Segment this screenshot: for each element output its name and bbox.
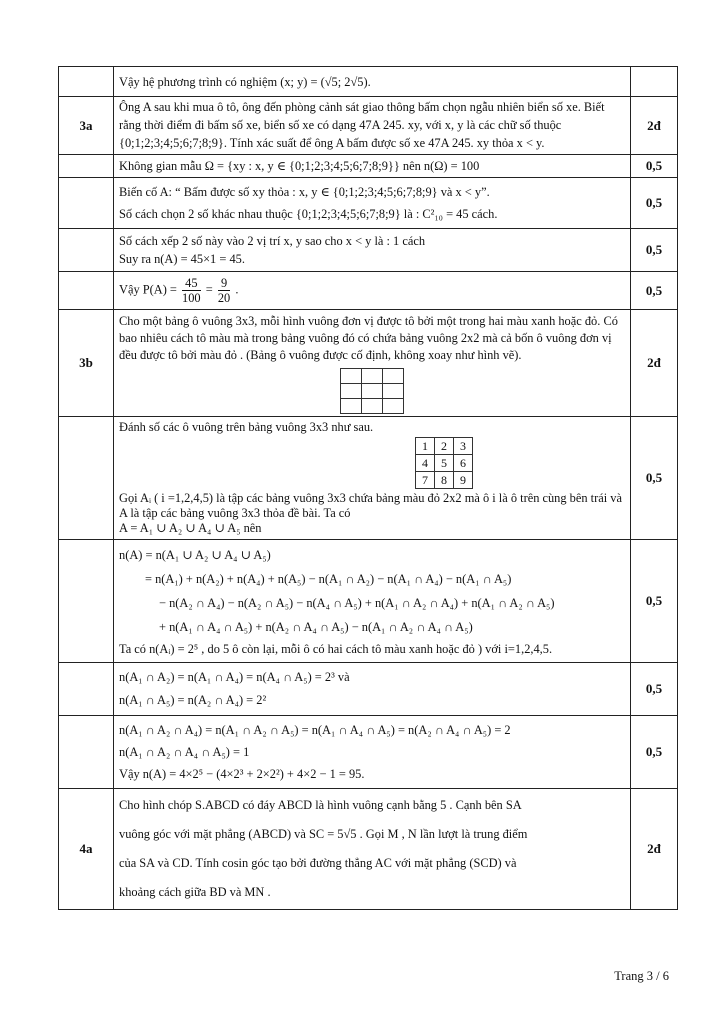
content-cell <box>114 310 631 417</box>
formula-line: n(A) = n(A₁ ∪ A₂ ∪ A₄ ∪ A₅) <box>119 548 271 562</box>
formula-line: n(A₁ ∩ A₅) = n(A₂ ∩ A₄) = 2² <box>119 693 267 707</box>
score-cell: 0,5 <box>631 272 678 310</box>
question-number: 3a <box>59 97 114 155</box>
content-cell <box>114 155 631 178</box>
numbered-3x3-grid: 1 2 3 4 5 6 7 8 9 <box>415 437 473 489</box>
table-row <box>59 272 678 310</box>
text-line: Số cách chọn 2 số khác nhau thuộc {0;1;2;3;4;5;6;7;8;9} là : C²₁₀ = 45 cách. <box>119 207 498 221</box>
text-line: vuông góc với mặt phẳng (ABCD) và SC = 5√5 . Gọi M , N lần lượt là trung điểm <box>119 827 528 841</box>
content-cell: Vậy P(A) = $\frac{45}{100}$ = $\frac{9}{20}$ . <box>114 272 631 310</box>
formula-line: n(A₁ ∩ A₂ ∩ A₄ ∩ A₅) = 1 <box>119 745 250 759</box>
score-cell: 2đ <box>631 97 678 155</box>
score-cell: 0,5 <box>631 716 678 789</box>
score-cell: 0,5 <box>631 229 678 272</box>
formula-line: = n(A₁) + n(A₂) + n(A₄) + n(A₅) − n(A₁ ∩ A₂) − n(A₁ ∩ A₄) − n(A₁ ∩ A₅) <box>145 572 512 586</box>
score-cell: 0,5 <box>631 178 678 229</box>
fraction: $\frac{9}{20}$ <box>217 276 231 305</box>
fraction: $\frac{45}{100}$ <box>182 276 201 305</box>
content-cell <box>114 789 631 910</box>
table-row <box>59 229 678 272</box>
table-row <box>59 155 678 178</box>
score-cell: 0,5 <box>631 417 678 540</box>
text-line: Cho hình chóp S.ABCD có đáy ABCD là hình vuông cạnh bằng 5 . Cạnh bên SA <box>119 798 522 812</box>
text-line: khoảng cách giữa BD và MN . <box>119 885 271 899</box>
score-cell: 0,5 <box>631 155 678 178</box>
table-row <box>59 310 678 417</box>
text-paragraph: Gọi Aᵢ ( i =1,2,4,5) là tập các bảng vuông 3x3 chứa bảng màu đỏ 2x2 mà ô i là ô trên cùng bên trái và A là tập các bảng vuông 3x3 thỏa đề bài. Ta có <box>119 491 622 520</box>
text-line: Vậy hệ phương trình có nghiệm (x; y) = (√5; 2√5). <box>119 74 371 89</box>
question-text: Ông A sau khi mua ô tô, ông đến phòng cảnh sát giao thông bấm chọn ngẫu nhiên biển số xe. Biết rằng thời điểm đi bấm số xe, biển số xe có dạng 47A 245. xy, với x, y là các chữ số thuộc {0;1;2;3;4;5;6;7;8;9}. Tính xác suất để ông A bấm được số xe 47A 245. xy thỏa x < y. <box>119 100 605 150</box>
table-row <box>59 540 678 663</box>
score-cell: 2đ <box>631 310 678 417</box>
empty-3x3-grid <box>340 368 404 414</box>
content-cell <box>114 663 631 716</box>
question-text: Cho một bảng ô vuông 3x3, mỗi hình vuông đơn vị được tô bởi một trong hai màu xanh hoặc đỏ. Có bao nhiêu cách tô màu mà trong bảng vuông đó có chứa bảng vuông 2x2 mà cả bốn ô vuông đơn vị đều được tô bởi màu đỏ . (Bảng ô vuông được cố định, không xoay như hình vẽ). <box>119 314 618 362</box>
text-line: Không gian mẫu Ω = {xy : x, y ∈ {0;1;2;3;4;5;6;7;8;9}} nên n(Ω) = 100 <box>119 159 480 173</box>
text-line: của SA và CD. Tính cosin góc tạo bởi đường thẳng AC với mặt phẳng (SCD) và <box>119 856 517 870</box>
table-row <box>59 67 678 97</box>
table-row <box>59 663 678 716</box>
formula-line: n(A₁ ∩ A₂ ∩ A₄) = n(A₁ ∩ A₂ ∩ A₅) = n(A₁ ∩ A₄ ∩ A₅) = n(A₂ ∩ A₄ ∩ A₅) = 2 <box>119 723 511 737</box>
text-line: Đánh số các ô vuông trên bảng vuông 3x3 như sau. <box>119 420 374 434</box>
text-line: Biến cố A: “ Bấm được số xy thỏa : x, y ∈ {0;1;2;3;4;5;6;7;8;9} và x < y”. <box>119 185 490 199</box>
page-number: Trang 3 / 6 <box>614 969 669 983</box>
answer-table <box>58 66 678 910</box>
score-cell: 2đ <box>631 789 678 910</box>
question-number: 4a <box>59 789 114 910</box>
formula-line: n(A₁ ∩ A₂) = n(A₁ ∩ A₄) = n(A₄ ∩ A₅) = 2³ và <box>119 670 350 684</box>
text-line: A = A₁ ∪ A₂ ∪ A₄ ∪ A₅ nên <box>119 521 262 535</box>
formula-line: + n(A₁ ∩ A₄ ∩ A₅) + n(A₂ ∩ A₄ ∩ A₅) − n(A₁ ∩ A₂ ∩ A₄ ∩ A₅) <box>159 620 473 634</box>
question-cell <box>59 67 114 97</box>
text-paragraph: Ta có n(Aᵢ) = 2⁵ , do 5 ô còn lại, mỗi ô có hai cách tô màu xanh hoặc đỏ ) với i=1,2,4,5. <box>119 642 553 656</box>
text-line: Số cách xếp 2 số này vào 2 vị trí x, y sao cho x < y là : 1 cách <box>119 234 426 248</box>
text-line: Suy ra n(A) = 45×1 = 45. <box>119 252 245 266</box>
formula-line: − n(A₂ ∩ A₄) − n(A₂ ∩ A₅) − n(A₄ ∩ A₅) + n(A₁ ∩ A₂ ∩ A₄) + n(A₁ ∩ A₂ ∩ A₅) <box>159 596 555 610</box>
content-cell <box>114 67 631 97</box>
table-row <box>59 716 678 789</box>
probability-prefix: Vậy P(A) = <box>119 282 177 297</box>
score-cell: 0,5 <box>631 540 678 663</box>
question-number: 3b <box>59 310 114 417</box>
table-row <box>59 789 678 910</box>
content-cell <box>114 716 631 789</box>
content-cell <box>114 178 631 229</box>
table-row <box>59 97 678 155</box>
content-cell <box>114 540 631 663</box>
table-row <box>59 178 678 229</box>
content-cell <box>114 417 631 540</box>
content-cell <box>114 97 631 155</box>
table-row <box>59 417 678 540</box>
score-cell <box>631 67 678 97</box>
score-cell: 0,5 <box>631 663 678 716</box>
content-cell <box>114 229 631 272</box>
formula-line: Vậy n(A) = 4×2⁵ − (4×2³ + 2×2²) + 4×2 − 1 = 95. <box>119 767 365 781</box>
